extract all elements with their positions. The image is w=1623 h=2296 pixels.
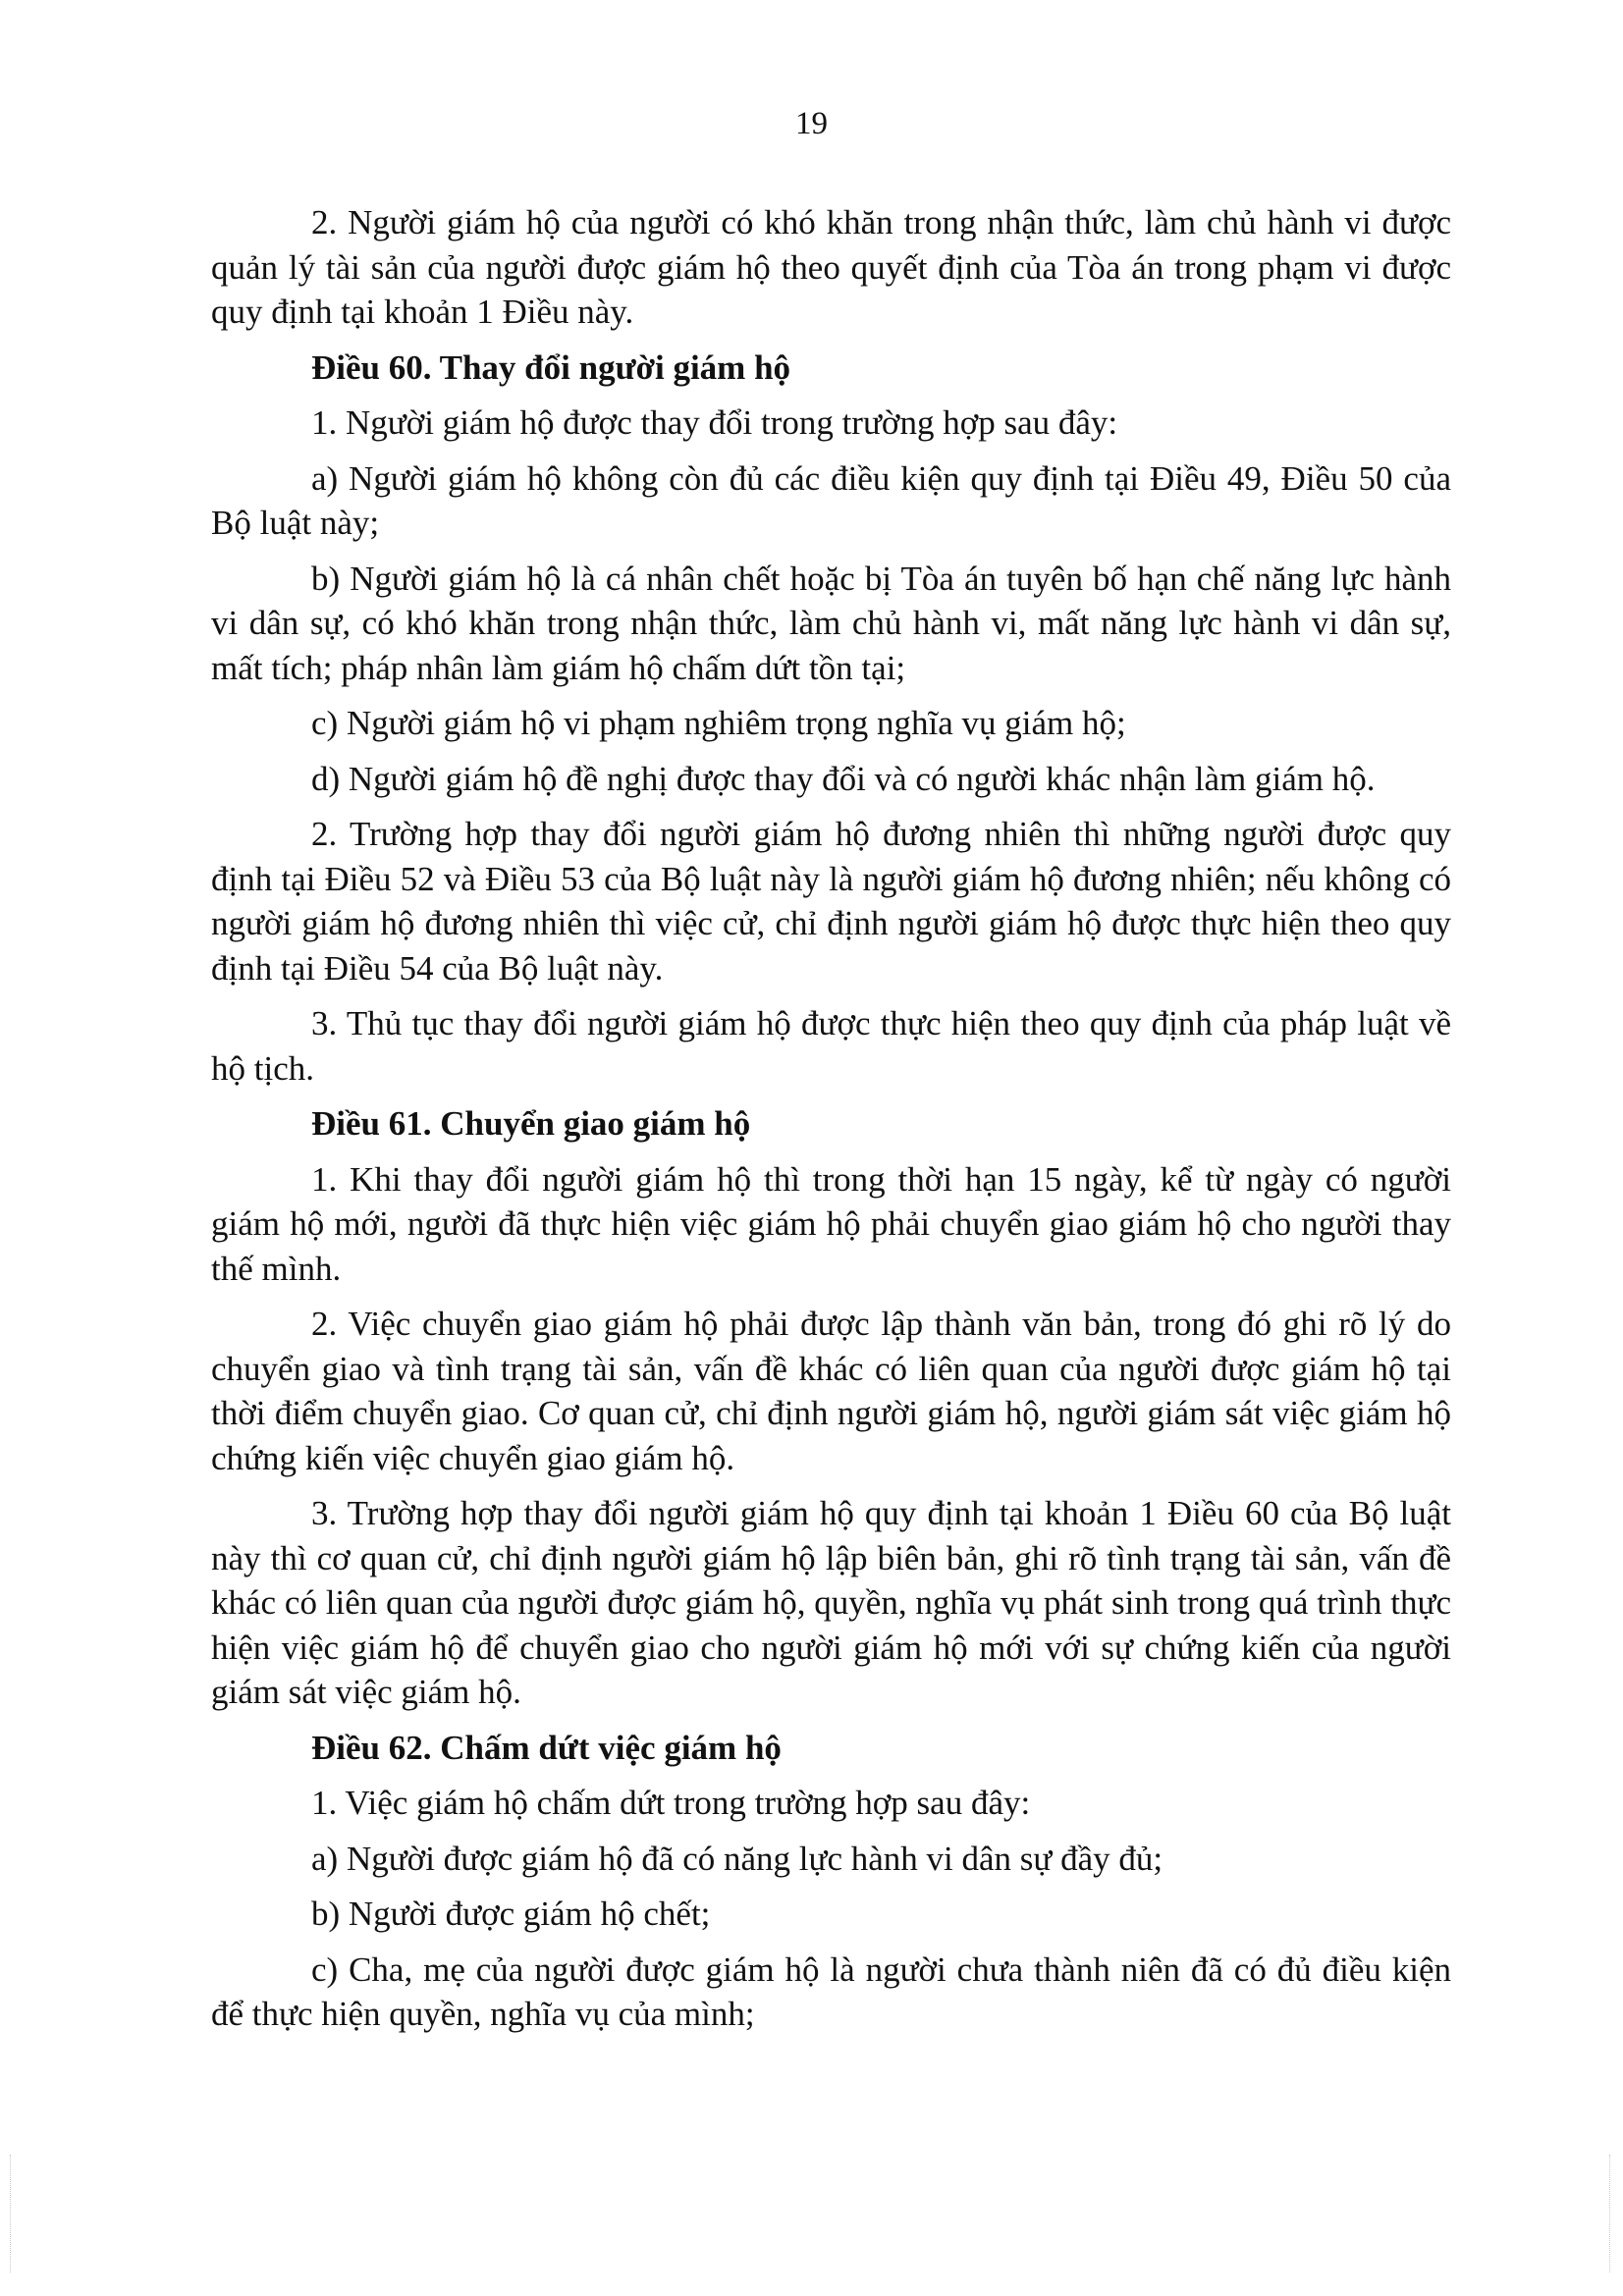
- paragraph: a) Người giám hộ không còn đủ các điều kiện quy định tại Điều 49, Điều 50 của Bộ luật này;: [211, 458, 1451, 542]
- paragraph: 3. Trường hợp thay đổi người giám hộ quy định tại khoản 1 Điều 60 của Bộ luật này thì cơ quan cử, chỉ định người giám hộ lập biên bản, ghi rõ tình trạng tài sản, vấn đề khác có liên quan của người được giám hộ, quyền, nghĩa vụ phát sinh trong quá trình thực hiện việc giám hộ để chuyển giao cho người giám hộ mới với sự chứng kiến của người giám sát việc giám hộ.: [211, 1494, 1451, 1711]
- paragraph: 1. Việc giám hộ chấm dứt trong trường hợp sau đây:: [311, 1784, 1031, 1822]
- scan-edge-mark: [1609, 2155, 1613, 2272]
- page-number: 19: [795, 106, 828, 141]
- paragraph: 3. Thủ tục thay đổi người giám hộ được thực hiện theo quy định của pháp luật về hộ tịch.: [211, 1004, 1451, 1088]
- paragraph: 1. Khi thay đổi người giám hộ thì trong thời hạn 15 ngày, kể từ ngày có người giám hộ mới, người đã thực hiện việc giám hộ phải chuyển giao giám hộ cho người thay thế mình.: [211, 1159, 1451, 1288]
- paragraph: c) Cha, mẹ của người được giám hộ là người chưa thành niên đã có đủ điều kiện để thực hiện quyền, nghĩa vụ của mình;: [211, 1949, 1451, 2033]
- article-heading-60: Điều 60. Thay đổi người giám hộ: [311, 347, 791, 387]
- article-heading-62: Điều 62. Chấm dứt việc giám hộ: [311, 1728, 782, 1767]
- paragraph: c) Người giám hộ vi phạm nghiêm trọng nghĩa vụ giám hộ;: [311, 704, 1126, 742]
- article-heading-61: Điều 61. Chuyển giao giám hộ: [311, 1104, 751, 1143]
- paragraph: 2. Việc chuyển giao giám hộ phải được lập thành văn bản, trong đó ghi rõ lý do chuyển giao và tình trạng tài sản, vấn đề khác có liên quan của người được giám hộ tại thời điểm chuyển giao. Cơ quan cử, chỉ định người giám hộ, người giám sát việc giám hộ chứng kiến việc chuyển giao giám hộ.: [211, 1305, 1451, 1477]
- paragraph: b) Người giám hộ là cá nhân chết hoặc bị Tòa án tuyên bố hạn chế năng lực hành vi dân sự, có khó khăn trong nhận thức, làm chủ hành vi, mất năng lực hành vi dân sự, mất tích; pháp nhân làm giám hộ chấm dứt tồn tại;: [211, 559, 1451, 687]
- scan-edge-mark: [10, 2155, 14, 2272]
- paragraph: d) Người giám hộ đề nghị được thay đổi và có người khác nhận làm giám hộ.: [311, 759, 1376, 798]
- paragraph: 1. Người giám hộ được thay đổi trong trường hợp sau đây:: [311, 403, 1118, 442]
- paragraph: 2. Người giám hộ của người có khó khăn trong nhận thức, làm chủ hành vi được quản lý tài sản của người được giám hộ theo quyết định của Tòa án trong phạm vi được quy định tại khoản 1 Điều này.: [211, 203, 1451, 331]
- paragraph: a) Người được giám hộ đã có năng lực hành vi dân sự đầy đủ;: [311, 1839, 1163, 1878]
- document-body: [211, 200, 1451, 2048]
- paragraph: 2. Trường hợp thay đổi người giám hộ đương nhiên thì những người được quy định tại Điều 52 và Điều 53 của Bộ luật này là người giám hộ đương nhiên; nếu không có người giám hộ đương nhiên thì việc cử, chỉ định người giám hộ được thực hiện theo quy định tại Điều 54 của Bộ luật này.: [211, 815, 1451, 988]
- paragraph: b) Người được giám hộ chết;: [311, 1895, 711, 1933]
